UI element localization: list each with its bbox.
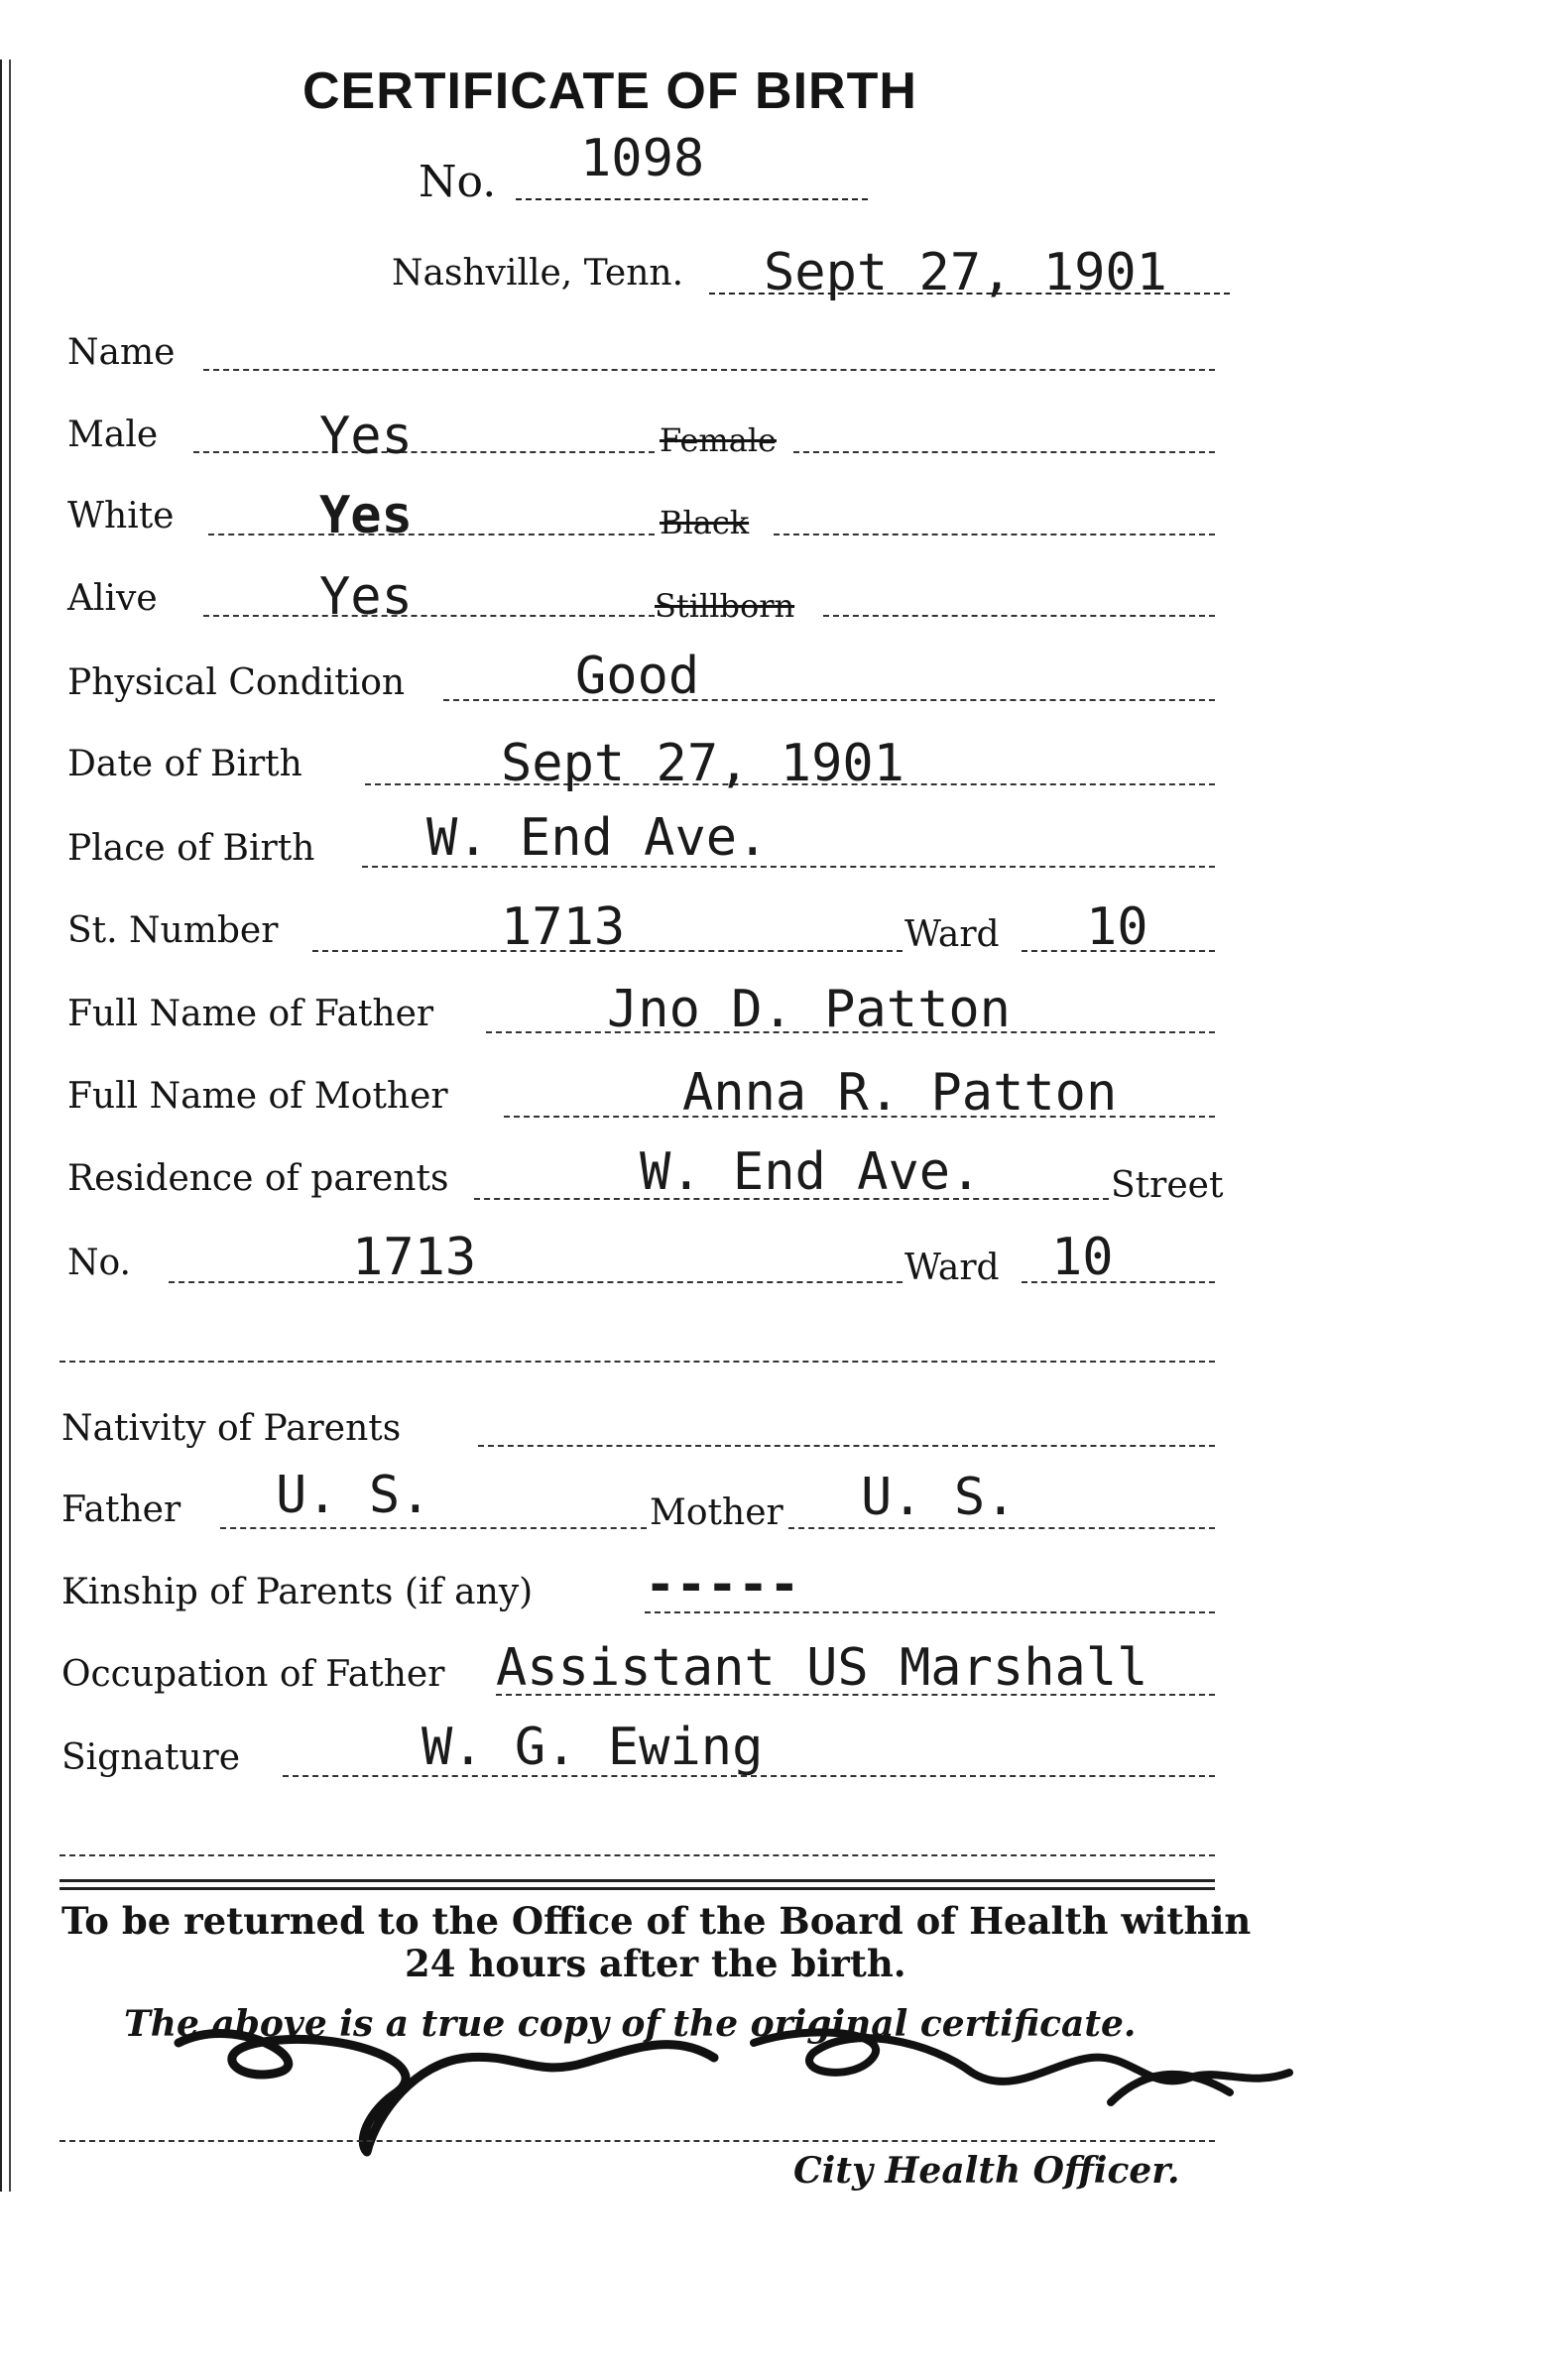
kinship-label: Kinship of Parents (if any) — [61, 1572, 534, 1612]
name-label: Name — [67, 332, 176, 373]
return-instruction-line2: 24 hours after the birth. — [405, 1942, 906, 1985]
number-line — [516, 198, 868, 200]
stillborn-label: Stillborn — [655, 587, 795, 625]
number-value: 1098 — [580, 129, 705, 188]
physical-condition-label: Physical Condition — [67, 662, 406, 703]
mother-name-label: Full Name of Mother — [67, 1076, 448, 1117]
signature-label: Signature — [61, 1737, 241, 1778]
nativity-father-value: U. S. — [276, 1466, 431, 1525]
male-value: Yes — [319, 407, 413, 466]
ward-value: 10 — [1086, 897, 1148, 957]
name-line — [203, 369, 1215, 371]
nativity-line — [478, 1445, 1215, 1447]
officer-signature-line — [60, 2140, 1215, 2142]
physical-condition-value: Good — [575, 647, 700, 706]
black-line — [774, 534, 1215, 536]
stillborn-line — [823, 615, 1215, 617]
residence-number-line — [169, 1281, 903, 1283]
street-number-label: St. Number — [67, 910, 279, 951]
ward-label: Ward — [904, 914, 1000, 955]
health-officer-signature — [119, 2003, 1309, 2162]
street-label: Street — [1111, 1165, 1224, 1206]
divider-top — [60, 1879, 1215, 1882]
date-of-birth-label: Date of Birth — [67, 744, 302, 784]
residence-label: Residence of parents — [67, 1158, 449, 1199]
blank-line-2 — [60, 1854, 1215, 1856]
occupation-label: Occupation of Father — [61, 1654, 445, 1695]
nativity-mother-line — [788, 1527, 1215, 1529]
blank-line — [60, 1361, 1215, 1363]
residence-number-value: 1713 — [352, 1228, 477, 1287]
white-label: White — [67, 496, 175, 536]
place-date-label: Nashville, Tenn. — [392, 253, 684, 294]
nativity-mother-label: Mother — [650, 1492, 783, 1533]
divider-bottom — [60, 1887, 1215, 1890]
place-date-value: Sept 27, 1901 — [764, 243, 1167, 302]
male-line — [193, 451, 655, 453]
residence-value: W. End Ave. — [640, 1142, 982, 1202]
officer-title: City Health Officer. — [793, 2150, 1180, 2192]
residence-ward-label: Ward — [904, 1248, 1000, 1288]
white-value: Yes — [319, 486, 413, 545]
male-label: Male — [67, 415, 159, 455]
father-name-value: Jno D. Patton — [607, 980, 1011, 1039]
female-line — [793, 451, 1215, 453]
black-label: Black — [660, 504, 750, 541]
number-label: No. — [419, 157, 497, 207]
date-of-birth-value: Sept 27, 1901 — [501, 734, 904, 793]
residence-ward-value: 10 — [1051, 1228, 1114, 1287]
female-label: Female — [660, 421, 777, 459]
kinship-value: ----- — [645, 1555, 800, 1614]
certification-text: The above is a true copy of the original certificate. — [124, 2003, 1137, 2045]
alive-value: Yes — [319, 567, 413, 627]
alive-line — [203, 615, 655, 617]
certificate-title: CERTIFICATE OF BIRTH — [302, 62, 917, 120]
occupation-value: Assistant US Marshall — [496, 1638, 1148, 1698]
residence-number-label: No. — [67, 1243, 131, 1283]
return-instruction-line1: To be returned to the Office of the Board of Health within — [61, 1899, 1252, 1943]
nativity-mother-value: U. S. — [861, 1468, 1017, 1527]
place-of-birth-value: W. End Ave. — [426, 808, 769, 868]
signature-value: W. G. Ewing — [422, 1718, 764, 1777]
physical-condition-line — [443, 699, 1215, 701]
place-of-birth-label: Place of Birth — [67, 828, 315, 869]
mother-name-value: Anna R. Patton — [682, 1063, 1118, 1123]
alive-label: Alive — [67, 578, 158, 619]
nativity-father-line — [220, 1527, 647, 1529]
nativity-label: Nativity of Parents — [61, 1408, 402, 1449]
white-line — [208, 534, 655, 536]
street-number-value: 1713 — [501, 897, 626, 957]
father-name-label: Full Name of Father — [67, 994, 434, 1034]
nativity-father-label: Father — [61, 1489, 181, 1530]
